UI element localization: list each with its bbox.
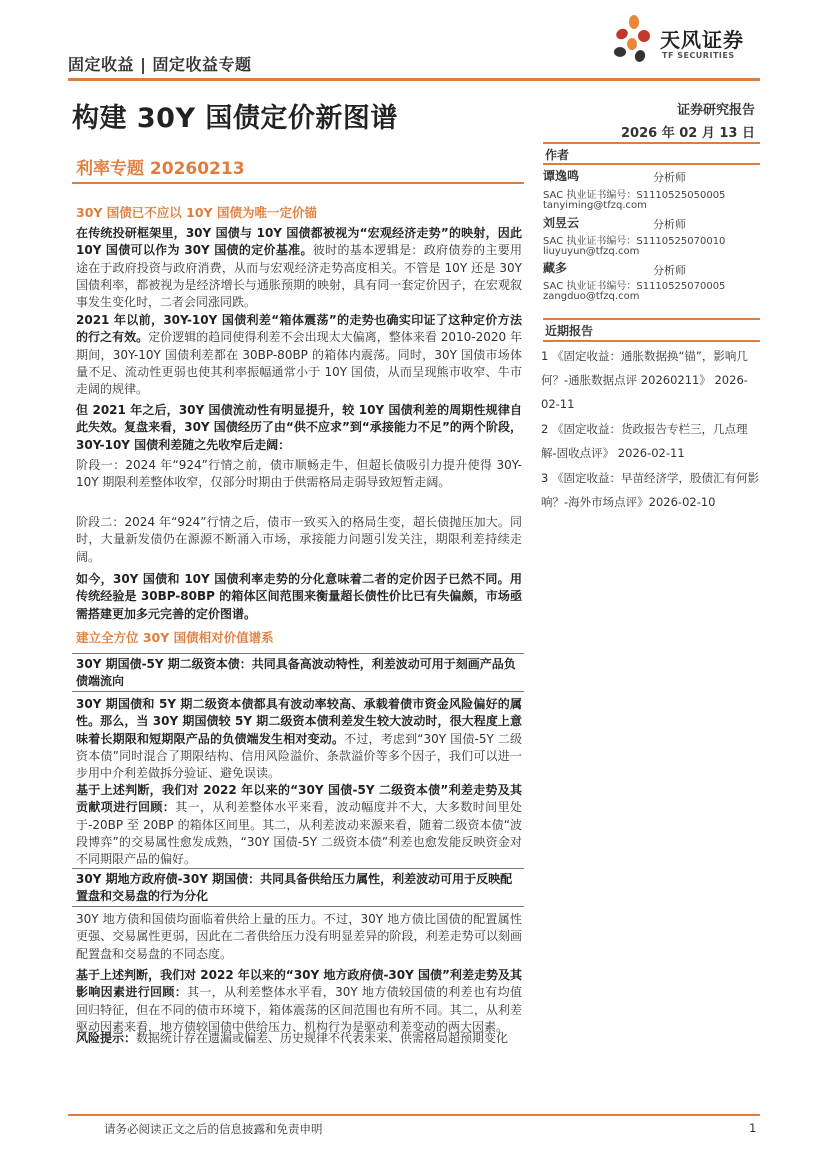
- paragraph: [76, 782, 522, 868]
- paragraph: [76, 696, 522, 782]
- report-title: 构建 30Y 国债定价新图谱: [72, 103, 398, 134]
- subtitle-rule: [72, 182, 524, 184]
- paragraph: [76, 402, 522, 454]
- paragraph: 阶段一：2024 年“924”行情之前，债市顺畅走牛，但超长债吸引力提升使得 30Y-10Y 期限利差整体收窄，仅部分时期由于供需格局走弱导致短暂走阔。: [76, 458, 522, 490]
- paragraph-lead: 但 2021 年之后，30Y 国债流动性有明显提升，较 10Y 国债利差的周期性规律自此失效。复盘来看，30Y 国债经历了由“供不应求”到“承接能力不足”的两个阶段，30Y-10Y 国债利差随之先收窄后走阔：: [76, 403, 522, 452]
- paragraph: [76, 571, 522, 623]
- footer-disclaimer: 请务必阅读正文之后的信息披露和免责申明: [104, 1122, 323, 1136]
- subsection-heading-box: 30Y 期地方政府债-30Y 期国债：共同具备供给压力属性，利差波动可用于反映配置盘和交易盘的行为分化: [72, 868, 524, 907]
- paragraph-text: 其一，从利差整体水平看，30Y 地方债较国债的利差也有均值回归特征，但在不同的债市环境下，箱体震荡的区间范围也有所不同。其二，从利差驱动因素来看，地方债较国债中供给压力、机构行为是驱动利差变动的两大因素。: [76, 985, 522, 1034]
- paragraph-lead: 基于上述判断，我们对 2022 年以来的“30Y 国债-5Y 二级资本债”利差走势及其贡献项进行回顾：: [76, 783, 522, 815]
- paragraph-lead: 2021 年以前，30Y-10Y 国债利差“箱体震荡”的走势也确实印证了这种定价方法的行之有效。: [76, 313, 522, 345]
- analyst-name: 藏多: [543, 261, 568, 275]
- paragraph: [76, 312, 522, 398]
- risk-text: 数据统计存在遗漏或偏差、历史规律不代表未来、供需格局超预期变化: [136, 1031, 509, 1045]
- paragraph-text: 不过，考虑到“30Y 国债-5Y 二级资本债”同时混合了期限结构、信用风险溢价、条款溢价等多个因子，我们可以进一步用中介利差做拆分验证、避免误读。: [76, 731, 522, 781]
- paragraph-lead: 30Y 期国债和 5Y 期二级资本债都具有波动率较高、承载着债市资金风险偏好的属性。那么，当 30Y 期国债较 5Y 期二级资本债利差发生较大波动时，很大程度上意味着长期限和短期限产品的负债端发生相对变动。: [76, 697, 522, 746]
- logo-mark-icon: [610, 14, 660, 74]
- paragraph-lead: 如今，30Y 国债和 10Y 国债利率走势的分化意味着二者的定价因子已然不同。用传统经验是 30BP-80BP 的箱体区间范围来衡量超长债性价比已有失偏颇，市场亟需搭建更加多元完善的定价图谱。: [76, 572, 522, 621]
- paragraph-lead: 基于上述判断，我们对 2022 年以来的“30Y 地方政府债-30Y 国债”利差走势及其影响因素进行回顾：: [76, 968, 522, 1000]
- footer-rule: [68, 1114, 760, 1116]
- analyst-role: 分析师: [653, 218, 686, 231]
- paragraph: [76, 225, 522, 311]
- analyst-email[interactable]: zangduo@tfzq.com: [543, 291, 640, 302]
- analyst-role: 分析师: [653, 264, 686, 277]
- company-logo: [610, 14, 760, 76]
- report-category: 固定收益 | 固定收益专题: [68, 55, 252, 74]
- report-date: 2026 年 02 月 13 日: [621, 126, 755, 141]
- subsection-heading-box: 30Y 期国债-5Y 期二级资本债：共同具备高波动特性，利差波动可用于刻画产品负债端流向: [72, 653, 524, 692]
- paragraph: 阶段二：2024 年“924”行情之后，债市一致买入的格局生变，超长债抛压加大。同时，大量新发债仍在源源不断涌入市场，承接能力问题引发关注，期限利差持续走阔。: [76, 515, 522, 564]
- risk-warning: [76, 1030, 522, 1047]
- recent-report-item[interactable]: 2 《固定收益：货政报告专栏三，几点理解-固收点评》 2026-02-11: [541, 422, 748, 460]
- recent-report-item[interactable]: 1 《固定收益：通胀数据换“锚”，影响几何？-通胀数据点评 20260211》 2026-02-11: [541, 349, 748, 411]
- analyst-cert: SAC 执业证书编号：S1110525050005: [543, 190, 726, 201]
- analyst-name: 谭逸鸣: [543, 169, 580, 183]
- logo-english-name: TF SECURITIES: [662, 51, 735, 60]
- report-type: 证券研究报告: [676, 103, 755, 118]
- analyst-email[interactable]: tanyiming@tfzq.com: [543, 200, 647, 211]
- sidebar-rule-authors: [543, 163, 760, 165]
- section-heading: 30Y 国债已不应以 10Y 国债为唯一定价锚: [76, 205, 317, 220]
- report-subtitle: 利率专题 20260213: [76, 159, 245, 179]
- analyst-email[interactable]: liuyuyun@tfzq.com: [543, 246, 640, 257]
- header-rule: [68, 78, 760, 81]
- paragraph-text: 彼时的基本逻辑是：政府债券的主要用途在于政府投资与政府消费，从而与宏观经济走势高度相关。不管是 10Y 还是 30Y 国债利率，都被视为是经济增长与通胀预期的映射，具有同一套定价因子，在宏观叙事发生变化时，二者会同涨同跌。: [76, 243, 522, 310]
- paragraph-text: 定价逻辑的趋同使得利差不会出现太大偏离，整体来看 2010-2020 年期间，30Y-10Y 国债利差都在 30BP-80BP 的箱体内震荡。同时，30Y 国债市场体量不足、流动性更弱也使其利率振幅通常小于 10Y 国债，从而呈现熊市收窄、牛市走阔的规律。: [76, 330, 522, 397]
- paragraph: 30Y 地方债和国债均面临着供给上量的压力。不过，30Y 地方债比国债的配置属性更强、交易属性更弱，因此在二者供给压力没有明显差异的阶段，利差走势可以刻画配置盘和交易盘的不同态度。: [76, 912, 522, 961]
- recent-reports-list: [541, 344, 759, 515]
- analyst-role: 分析师: [653, 171, 686, 184]
- analyst-cert: SAC 执业证书编号：S1110525070005: [543, 281, 726, 292]
- analyst-cert: SAC 执业证书编号：S1110525070010: [543, 236, 726, 247]
- recent-report-item[interactable]: 3 《固定收益：早苗经济学，股债汇有何影响？-海外市场点评》2026-02-10: [541, 471, 759, 509]
- logo-name: 天风证券: [660, 28, 744, 52]
- paragraph: [76, 967, 522, 1036]
- recent-reports-heading: 近期报告: [545, 324, 594, 338]
- sidebar-rule-top: [543, 142, 760, 144]
- risk-label: 风险提示：: [76, 1031, 137, 1045]
- sidebar-rule-recent-bottom: [543, 340, 760, 342]
- sidebar-rule-recent: [543, 318, 760, 320]
- section-heading: 建立全方位 30Y 国债相对价值谱系: [76, 630, 274, 645]
- paragraph-lead: 在传统投研框架里，30Y 国债与 10Y 国债都被视为“宏观经济走势”的映射，因此 10Y 国债可以作为 30Y 国债的定价基准。: [76, 226, 522, 258]
- paragraph-text: 其一，从利差整体水平来看，波动幅度并不大，大多数时间里处于-20BP 至 20BP 的箱体区间里。其二，从利差波动来源来看，随着二级资本债“波段博弈”的交易属性愈发成熟，“30Y 国债-5Y 二级资本债”利差也愈发能反映资金对不同期限产品的偏好。: [76, 800, 522, 867]
- analyst-name: 刘昱云: [543, 216, 580, 230]
- page-number: 1: [749, 1121, 757, 1135]
- authors-heading: 作者: [545, 148, 570, 162]
